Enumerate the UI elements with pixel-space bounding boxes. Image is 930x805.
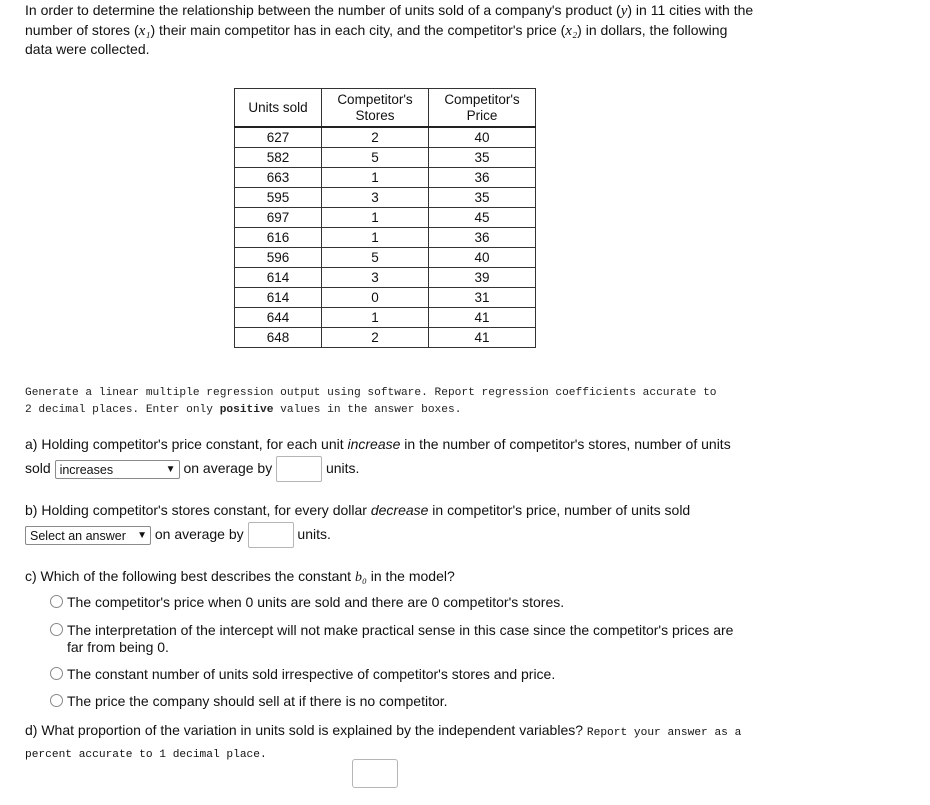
radio-button[interactable]	[50, 595, 63, 608]
cell-price: 36	[429, 228, 536, 248]
regression-instructions	[25, 385, 725, 419]
cell-stores: 3	[322, 268, 429, 288]
cell-stores: 1	[322, 208, 429, 228]
chevron-down-icon: ▼	[165, 463, 176, 475]
table-row	[235, 168, 536, 188]
cell-stores: 5	[322, 148, 429, 168]
intro-text-4: ) in dollars, the following data were collected.	[25, 21, 728, 57]
cell-units: 663	[235, 168, 322, 188]
var-y: y	[620, 3, 628, 19]
table-row	[235, 208, 536, 228]
radio-button[interactable]	[50, 667, 63, 680]
cell-price: 36	[429, 168, 536, 188]
cell-units: 582	[235, 148, 322, 168]
cell-price: 35	[429, 148, 536, 168]
cell-units: 595	[235, 188, 322, 208]
intro-text-1: In order to determine the relationship between the number of units sold of a company's product (	[25, 2, 621, 18]
cell-stores: 1	[322, 168, 429, 188]
cell-units: 627	[235, 127, 322, 148]
qa-select-value: increases	[59, 462, 114, 477]
cell-price: 40	[429, 248, 536, 268]
qc-option-label: The interpretation of the intercept will not make practical sense in this case since the competitor's prices are far from being 0.	[67, 622, 734, 655]
cell-units: 616	[235, 228, 322, 248]
qa-direction-select[interactable]	[55, 460, 180, 479]
header-units-sold: Units sold	[235, 89, 322, 128]
qd-answer-input[interactable]	[352, 759, 398, 788]
cell-units: 596	[235, 248, 322, 268]
qa-answer-input[interactable]	[276, 456, 322, 482]
question-a	[25, 432, 745, 482]
qc-option[interactable]	[50, 693, 740, 710]
cell-stores: 1	[322, 308, 429, 328]
table-header-row	[235, 89, 536, 128]
qb-emphasis: decrease	[370, 502, 429, 518]
cell-stores: 2	[322, 127, 429, 148]
qa-emphasis: increase	[347, 436, 401, 452]
qc-symbol: b₀	[354, 570, 367, 585]
cell-units: 614	[235, 288, 322, 308]
intro-text-3: ) their main competitor has in each city, and the competitor's price (	[150, 21, 566, 38]
qc-option[interactable]	[50, 594, 740, 611]
qd-instructions: Report your answer as a percent accurate to 1 decimal place.	[25, 727, 742, 761]
cell-stores: 5	[322, 248, 429, 268]
data-table	[234, 88, 536, 348]
radio-button[interactable]	[50, 694, 63, 707]
problem-intro	[25, 1, 755, 59]
qc-option[interactable]	[50, 666, 740, 683]
header-competitor-price: Competitor's Price	[429, 89, 536, 128]
cell-stores: 3	[322, 188, 429, 208]
cell-price: 39	[429, 268, 536, 288]
qb-direction-select[interactable]	[25, 526, 151, 545]
qa-text-mid: in the number of competitor's stores, number of units sold	[25, 436, 731, 476]
cell-price: 41	[429, 308, 536, 328]
table-row	[235, 308, 536, 328]
instructions-text-2: values in the answer boxes.	[273, 404, 462, 416]
cell-price: 31	[429, 288, 536, 308]
chevron-down-icon: ▼	[137, 529, 147, 541]
qa-text-after: on average by	[179, 460, 277, 476]
qb-text-mid: in competitor's price, number of units sold	[428, 502, 691, 518]
qc-text-post: in the model?	[366, 568, 455, 584]
cell-price: 35	[429, 188, 536, 208]
qb-units-label: units.	[293, 526, 331, 542]
qc-option-label: The price the company should sell at if there is no competitor.	[67, 693, 448, 709]
var-x2: x₂	[565, 22, 578, 39]
table-row	[235, 288, 536, 308]
table-row	[235, 248, 536, 268]
question-c	[25, 564, 745, 590]
cell-price: 40	[429, 127, 536, 148]
intro-text-2: ) in 11 cities with the number of stores (	[25, 2, 754, 38]
cell-units: 614	[235, 268, 322, 288]
var-x1: x₁	[138, 22, 151, 39]
table-row	[235, 188, 536, 208]
cell-price: 45	[429, 208, 536, 228]
qb-answer-input[interactable]	[248, 522, 294, 548]
question-b	[25, 498, 745, 548]
qd-text: d) What proportion of the variation in units sold is explained by the independent variables?	[25, 722, 587, 738]
table-row	[235, 127, 536, 148]
qa-text-pre: a) Holding competitor's price constant, for each unit	[25, 436, 348, 452]
cell-stores: 1	[322, 228, 429, 248]
qb-select-value: Select an answer	[30, 528, 126, 543]
table-row	[235, 328, 536, 348]
radio-button[interactable]	[50, 623, 63, 636]
qb-text-pre: b) Holding competitor's stores constant, for every dollar	[25, 502, 371, 518]
table-row	[235, 148, 536, 168]
table-row	[235, 228, 536, 248]
qc-text-pre: c) Which of the following best describes the constant	[25, 568, 355, 584]
qa-units-label: units.	[322, 460, 360, 476]
instructions-text-1: Generate a linear multiple regression output using software. Report regression coefficients accurate to 2 decimal places. Enter only	[25, 387, 717, 416]
cell-units: 697	[235, 208, 322, 228]
cell-price: 41	[429, 328, 536, 348]
cell-units: 648	[235, 328, 322, 348]
table-row	[235, 268, 536, 288]
instructions-bold: positive	[219, 404, 274, 416]
header-competitor-stores: Competitor's Stores	[322, 89, 429, 128]
qc-option-label: The constant number of units sold irrespective of competitor's stores and price.	[67, 666, 556, 682]
qc-option[interactable]	[50, 622, 740, 656]
cell-units: 644	[235, 308, 322, 328]
cell-stores: 2	[322, 328, 429, 348]
qc-option-label: The competitor's price when 0 units are sold and there are 0 competitor's stores.	[67, 594, 565, 610]
qb-text-after: on average by	[151, 526, 248, 542]
cell-stores: 0	[322, 288, 429, 308]
